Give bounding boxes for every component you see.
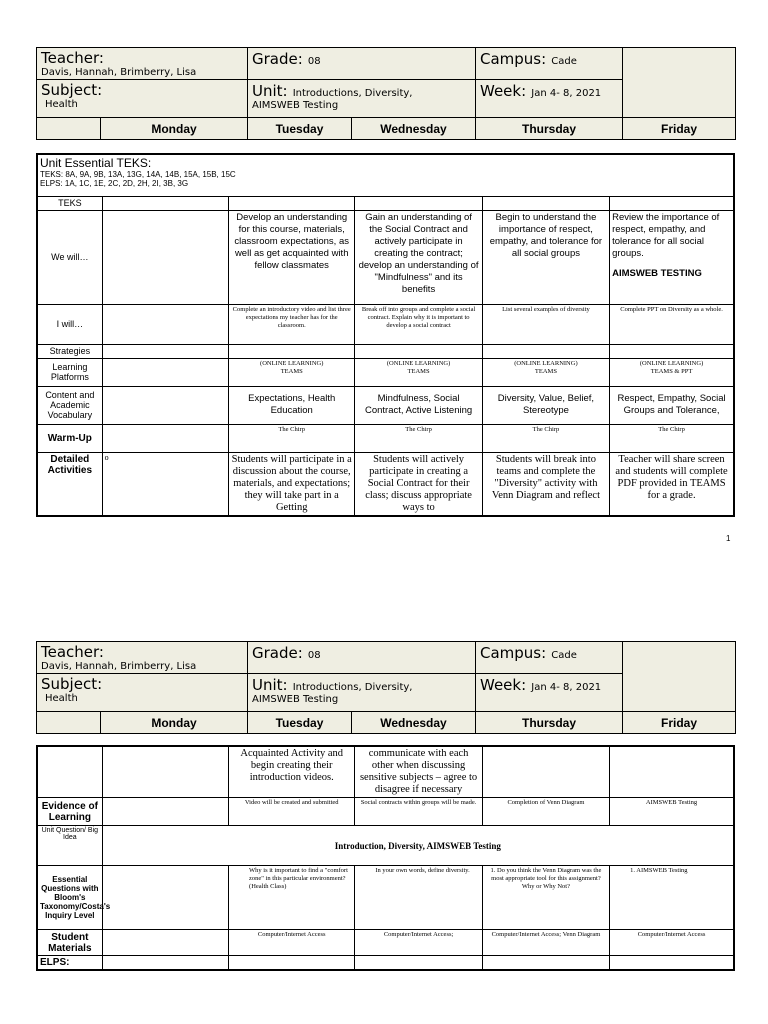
detailed-tue: Students will participate in a discussion about the course, materials, and expectations; they will take part in a Getting — [229, 452, 355, 516]
p2-grade-value: 08 — [307, 650, 321, 661]
detailed-mon: o — [102, 452, 228, 516]
teks-tue — [229, 196, 355, 210]
p2-week-cell — [476, 674, 623, 712]
p2-day-monday: Monday — [101, 712, 248, 734]
p2-unit-label: Unit: — [252, 676, 288, 694]
plat-thu — [482, 358, 609, 386]
vocab-fri: Respect, Empathy, Social Groups and Tolerance, — [610, 386, 734, 424]
i-will-fri: Complete PPT on Diversity as a whole. — [610, 304, 734, 344]
cont-mon — [102, 746, 228, 798]
p2-unit-cell — [248, 674, 476, 712]
teacher-value: Davis, Hannah, Brimberry, Lisa — [41, 67, 197, 78]
warm-tue: The Chirp — [229, 424, 355, 452]
row-label-we-will: We will… — [37, 210, 102, 304]
p2-day-friday: Friday — [623, 712, 736, 734]
we-will-wed: Gain an understanding of the Social Contract and actively participate in creating the contract; develop an understanding of "Mindfulness" and its benefits — [355, 210, 482, 304]
mat-thu: Computer/Internet Access; Venn Diagram — [482, 930, 609, 956]
page1-header — [36, 47, 736, 140]
page-number: 1 — [726, 534, 731, 543]
cont-fri — [610, 746, 734, 798]
plat-fri-l1: (ONLINE LEARNING) — [639, 359, 704, 367]
unit-value-1: Introductions, Diversity, — [292, 88, 413, 99]
page2-lesson-table — [36, 745, 735, 971]
elps-line: ELPS: 1A, 1C, 1E, 2C, 2D, 2H, 2I, 3B, 3G — [40, 179, 189, 188]
we-will-thu: Begin to understand the importance of respect, empathy, and tolerance for all social groups — [482, 210, 609, 304]
p2-grade-label: Grade: — [252, 644, 303, 662]
row-label-detailed: Detailed Activities — [37, 452, 102, 516]
campus-label: Campus: — [480, 50, 547, 68]
subject-cell — [37, 80, 248, 118]
strat-tue — [229, 344, 355, 358]
plat-tue — [229, 358, 355, 386]
teks-fri — [610, 196, 734, 210]
evid-mon — [102, 798, 228, 826]
row-label-platforms: Learning Platforms — [37, 358, 102, 386]
mat-mon — [102, 930, 228, 956]
warm-wed: The Chirp — [355, 424, 482, 452]
detailed-wed: Students will actively participate in creating a Social Contract for their class; discuss appropriate ways to — [355, 452, 482, 516]
teks-title: Unit Essential TEKS: — [40, 156, 152, 170]
row-label-elps: ELPS: — [37, 956, 102, 971]
grade-label: Grade: — [252, 50, 303, 68]
grade-cell — [248, 48, 476, 80]
unit-cell — [248, 80, 476, 118]
day-tuesday: Tuesday — [248, 118, 352, 140]
cont-wed: communicate with each other when discussing sensitive subjects – agree to disagree if necessary — [355, 746, 482, 798]
plat-mon — [102, 358, 228, 386]
i-will-mon — [102, 304, 228, 344]
p2-unit-value-1: Introductions, Diversity, — [292, 682, 413, 693]
page2-header — [36, 641, 736, 734]
evid-wed: Social contracts within groups will be made. — [355, 798, 482, 826]
page1-lesson-table — [36, 153, 735, 517]
day-friday: Friday — [623, 118, 736, 140]
day-thursday: Thursday — [476, 118, 623, 140]
p2-campus-value: Cade — [551, 650, 577, 661]
evid-thu: Completion of Venn Diagram — [482, 798, 609, 826]
cont-label — [37, 746, 102, 798]
i-will-wed: Break off into groups and complete a social contract. Explain why it is important to develop a social contract — [355, 304, 482, 344]
i-will-thu: List several examples of diversity — [482, 304, 609, 344]
we-will-tue: Develop an understanding for this course, materials, classroom expectations, as well as get acquainted with fellow classmates — [229, 210, 355, 304]
warm-fri: The Chirp — [610, 424, 734, 452]
p2-day-wednesday: Wednesday — [352, 712, 476, 734]
strat-mon — [102, 344, 228, 358]
mat-wed: Computer/Internet Access; — [355, 930, 482, 956]
strat-fri — [610, 344, 734, 358]
campus-value: Cade — [551, 56, 577, 67]
strat-wed — [355, 344, 482, 358]
row-label-essential: Essential Questions with Bloom's Taxonomy/Costa's Inquiry Level — [37, 866, 102, 930]
p2-unit-value-2: AIMSWEB Testing — [252, 694, 339, 705]
ess-thu: 1. Do you think the Venn Diagram was the most appropriate tool for this assignment? Why or Why Not? — [482, 866, 609, 930]
plat-wed-l2: TEAMS — [407, 367, 430, 375]
vocab-mon — [102, 386, 228, 424]
elps-fri — [610, 956, 734, 971]
unit-teks-cell — [37, 154, 734, 196]
week-label: Week: — [480, 82, 527, 100]
p2-day-tuesday: Tuesday — [248, 712, 352, 734]
plat-thu-l2: TEAMS — [534, 367, 557, 375]
ess-tue: Why is it important to find a "comfort zone" in this particular environment? (Health Class) — [229, 866, 355, 930]
we-will-mon — [102, 210, 228, 304]
p2-teacher-label: Teacher: — [41, 643, 104, 661]
plat-fri — [610, 358, 734, 386]
cont-tue: Acquainted Activity and begin creating their introduction videos. — [229, 746, 355, 798]
we-will-fri-text: Review the importance of respect, empathy, and tolerance for all social groups. — [612, 211, 720, 259]
vocab-thu: Diversity, Value, Belief, Stereotype — [482, 386, 609, 424]
row-label-warmup: Warm-Up — [37, 424, 102, 452]
day-blank — [37, 118, 101, 140]
detailed-fri: Teacher will share screen and students will complete PDF provided in TEAMS for a grade. — [610, 452, 734, 516]
row-label-materials: Student Materials — [37, 930, 102, 956]
row-label-teks: TEKS — [37, 196, 102, 210]
teks-wed — [355, 196, 482, 210]
row-label-i-will: I will… — [37, 304, 102, 344]
plat-tue-l2: TEAMS — [280, 367, 303, 375]
row-label-evidence: Evidence of Learning — [37, 798, 102, 826]
elps-mon — [102, 956, 228, 971]
ess-fri: 1. AIMSWEB Testing — [610, 866, 734, 930]
evid-tue: Video will be created and submitted — [229, 798, 355, 826]
plat-tue-l1: (ONLINE LEARNING) — [260, 359, 324, 367]
i-will-tue: Complete an introductory video and list three expectations my teacher has for the classroom. — [229, 304, 355, 344]
warm-thu: The Chirp — [482, 424, 609, 452]
plat-fri-l2: TEAMS & PPT — [650, 367, 693, 375]
plat-wed-l1: (ONLINE LEARNING) — [386, 359, 451, 367]
p2-subject-value: Health — [45, 693, 78, 704]
big-idea: Introduction, Diversity, AIMSWEB Testing — [102, 826, 734, 866]
row-label-strategies: Strategies — [37, 344, 102, 358]
grade-value: 08 — [307, 56, 321, 67]
p2-campus-label: Campus: — [480, 644, 547, 662]
p2-week-label: Week: — [480, 676, 527, 694]
week-cell — [476, 80, 623, 118]
day-monday: Monday — [101, 118, 248, 140]
ess-mon — [102, 866, 228, 930]
elps-wed — [355, 956, 482, 971]
plat-wed — [355, 358, 482, 386]
subject-value: Health — [45, 99, 78, 110]
cont-thu — [482, 746, 609, 798]
unit-label: Unit: — [252, 82, 288, 100]
ess-wed: In your own words, define diversity. — [355, 866, 482, 930]
day-wednesday: Wednesday — [352, 118, 476, 140]
elps-thu — [482, 956, 609, 971]
p2-teacher-value: Davis, Hannah, Brimberry, Lisa — [41, 661, 197, 672]
teks-line: TEKS: 8A, 9A, 9B, 13A, 13G, 14A, 14B, 15A, 15B, 15C — [40, 170, 236, 179]
p2-day-thursday: Thursday — [476, 712, 623, 734]
teks-mon — [102, 196, 228, 210]
row-label-unit-question: Unit Question/ Big Idea — [37, 826, 102, 866]
evid-fri: AIMSWEB Testing — [610, 798, 734, 826]
we-will-fri-aimsweb: AIMSWEB TESTING — [612, 267, 702, 279]
p2-campus-cell — [476, 642, 623, 674]
we-will-fri — [610, 210, 734, 304]
teacher-cell — [37, 48, 248, 80]
subject-label: Subject: — [41, 81, 103, 99]
p2-subject-cell — [37, 674, 248, 712]
vocab-wed: Mindfulness, Social Contract, Active Listening — [355, 386, 482, 424]
week-value: Jan 4- 8, 2021 — [531, 88, 602, 99]
p2-header-blank-cell — [623, 642, 736, 712]
mat-tue: Computer/Internet Access — [229, 930, 355, 956]
teks-thu — [482, 196, 609, 210]
teacher-label: Teacher: — [41, 49, 104, 67]
p2-week-value: Jan 4- 8, 2021 — [531, 682, 602, 693]
plat-thu-l1: (ONLINE LEARNING) — [514, 359, 578, 367]
p2-day-blank — [37, 712, 101, 734]
vocab-tue: Expectations, Health Education — [229, 386, 355, 424]
unit-value-2: AIMSWEB Testing — [252, 100, 339, 111]
warm-mon — [102, 424, 228, 452]
p2-subject-label: Subject: — [41, 675, 103, 693]
mat-fri: Computer/Internet Access — [610, 930, 734, 956]
p2-grade-cell — [248, 642, 476, 674]
detailed-thu: Students will break into teams and complete the "Diversity" activity with Venn Diagram and reflect — [482, 452, 609, 516]
header-blank-cell — [623, 48, 736, 118]
row-label-vocab: Content and Academic Vocabulary — [37, 386, 102, 424]
elps-tue — [229, 956, 355, 971]
campus-cell — [476, 48, 623, 80]
p2-teacher-cell — [37, 642, 248, 674]
strat-thu — [482, 344, 609, 358]
